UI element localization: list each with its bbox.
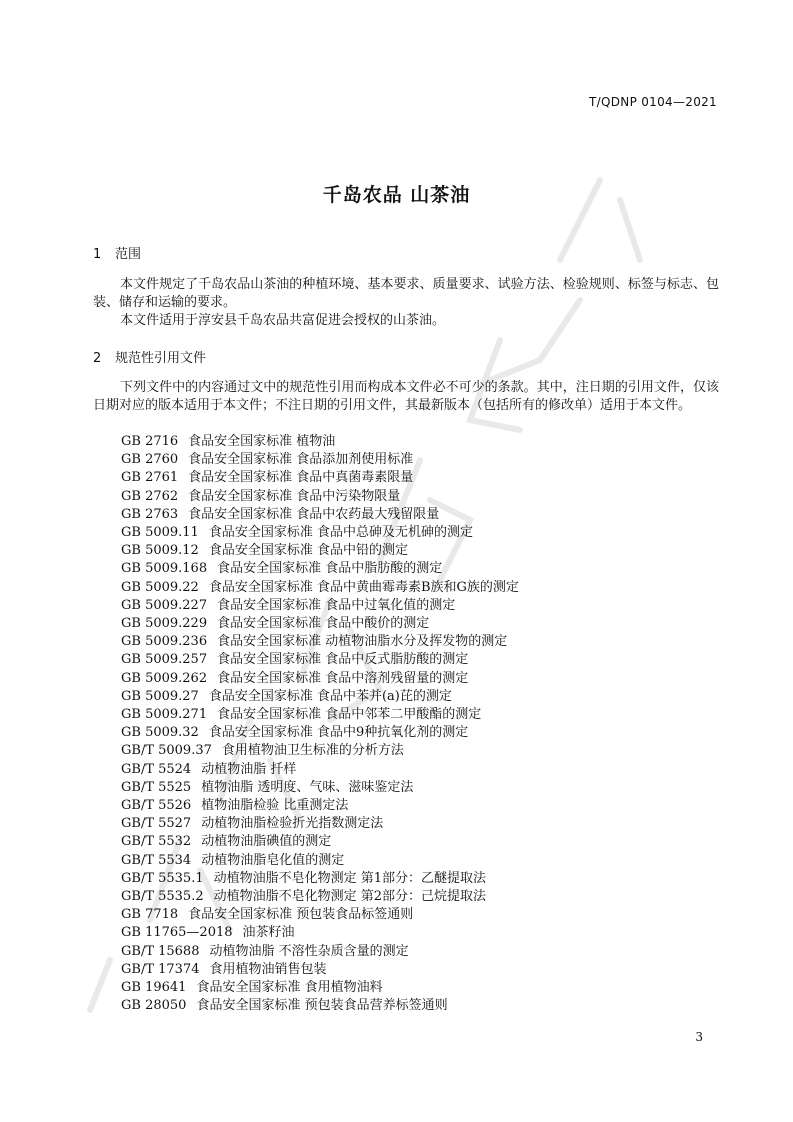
reference-item: GB 11765—2018 油茶籽油: [121, 925, 295, 941]
reference-item: GB 2760 食品安全国家标准 食品添加剂使用标准: [121, 452, 414, 468]
reference-item: GB/T 5009.37 食用植物油卫生标准的分析方法: [121, 743, 404, 759]
reference-item: GB 7718 食品安全国家标准 预包装食品标签通则: [121, 907, 414, 923]
reference-item: GB 5009.236 食品安全国家标准 动植物油脂水分及挥发物的测定: [121, 634, 508, 650]
section-1-heading: [93, 243, 141, 262]
reference-item: GB 5009.32 食品安全国家标准 食品中9种抗氧化剂的测定: [121, 725, 469, 741]
document-title: 千岛农品 山茶油: [322, 184, 471, 206]
reference-item: GB 5009.12 食品安全国家标准 食品中铅的测定: [121, 543, 408, 559]
reference-item: GB 5009.168 食品安全国家标准 食品中脂肪酸的测定: [121, 561, 443, 577]
reference-item: GB 2763 食品安全国家标准 食品中农药最大残留限量: [121, 506, 440, 522]
reference-item: GB 5009.227 食品安全国家标准 食品中过氧化值的测定: [121, 597, 456, 613]
reference-item: GB 5009.271 食品安全国家标准 食品中邻苯二甲酸酯的测定: [121, 707, 482, 723]
reference-item: GB/T 5535.2 动植物油脂不皂化物测定 第2部分：己烷提取法: [121, 889, 487, 905]
reference-item: GB 5009.27 食品安全国家标准 食品中苯并(a)芘的测定: [121, 688, 452, 704]
reference-item: GB 28050 食品安全国家标准 预包装食品营养标签通则: [121, 998, 448, 1014]
reference-item: GB/T 5534 动植物油脂皂化值的测定: [121, 852, 345, 868]
reference-item: GB/T 15688 动植物油脂 不溶性杂质含量的测定: [121, 943, 409, 959]
reference-list: [121, 433, 519, 1016]
section-title: 规范性引用文件: [115, 351, 207, 366]
section-number: 1: [93, 247, 102, 262]
references-intro-paragraph: 下列文件中的内容通过文中的规范性引用而构成本文件必不可少的条款。其中，注日期的引用文件，仅该日期对应的版本适用于本文件；不注日期的引用文件，其最新版本（包括所有的修改单）适用于本文件。: [93, 380, 719, 413]
reference-item: GB 2716 食品安全国家标准 植物油: [121, 434, 336, 449]
reference-item: GB 5009.257 食品安全国家标准 食品中反式脂肪酸的测定: [121, 652, 469, 668]
reference-item: GB 5009.22 食品安全国家标准 食品中黄曲霉毒素B族和G族的测定: [121, 579, 519, 595]
reference-item: GB 5009.262 食品安全国家标准 食品中溶剂残留量的测定: [121, 670, 469, 686]
reference-item: GB 5009.229 食品安全国家标准 食品中酸价的测定: [121, 616, 430, 632]
standard-code: T/QDNP 0104—2021: [589, 95, 717, 109]
reference-item: GB 2761 食品安全国家标准 食品中真菌毒素限量: [121, 470, 414, 486]
reference-item: GB 2762 食品安全国家标准 食品中污染物限量: [121, 488, 401, 504]
section-2-heading: [93, 347, 206, 366]
reference-item: GB 5009.11 食品安全国家标准 食品中总砷及无机砷的测定: [121, 525, 473, 541]
reference-item: GB 19641 食品安全国家标准 食用植物油料: [121, 980, 383, 996]
reference-item: GB/T 5532 动植物油脂碘值的测定: [121, 834, 332, 850]
page-number: 3: [695, 1030, 703, 1044]
reference-item: GB/T 5526 植物油脂检验 比重测定法: [121, 798, 349, 814]
scope-paragraph-1: 本文件规定了千岛农品山茶油的种植环境、基本要求、质量要求、试验方法、检验规则、标签与标志、包装、储存和运输的要求。: [93, 277, 719, 310]
scope-paragraph-2: 本文件适用于淳安县千岛农品共富促进会授权的山茶油。: [120, 313, 446, 328]
reference-item: GB/T 5527 动植物油脂检验折光指数测定法: [121, 816, 384, 832]
reference-item: GB/T 17374 食用植物油销售包装: [121, 961, 327, 977]
reference-item: GB/T 5525 植物油脂 透明度、气味、滋味鉴定法: [121, 779, 414, 795]
section-title: 范围: [115, 247, 142, 262]
section-number: 2: [93, 351, 102, 366]
reference-item: GB/T 5535.1 动植物油脂不皂化物测定 第1部分：乙醚提取法: [121, 870, 487, 886]
reference-item: GB/T 5524 动植物油脂 扦样: [121, 761, 297, 777]
